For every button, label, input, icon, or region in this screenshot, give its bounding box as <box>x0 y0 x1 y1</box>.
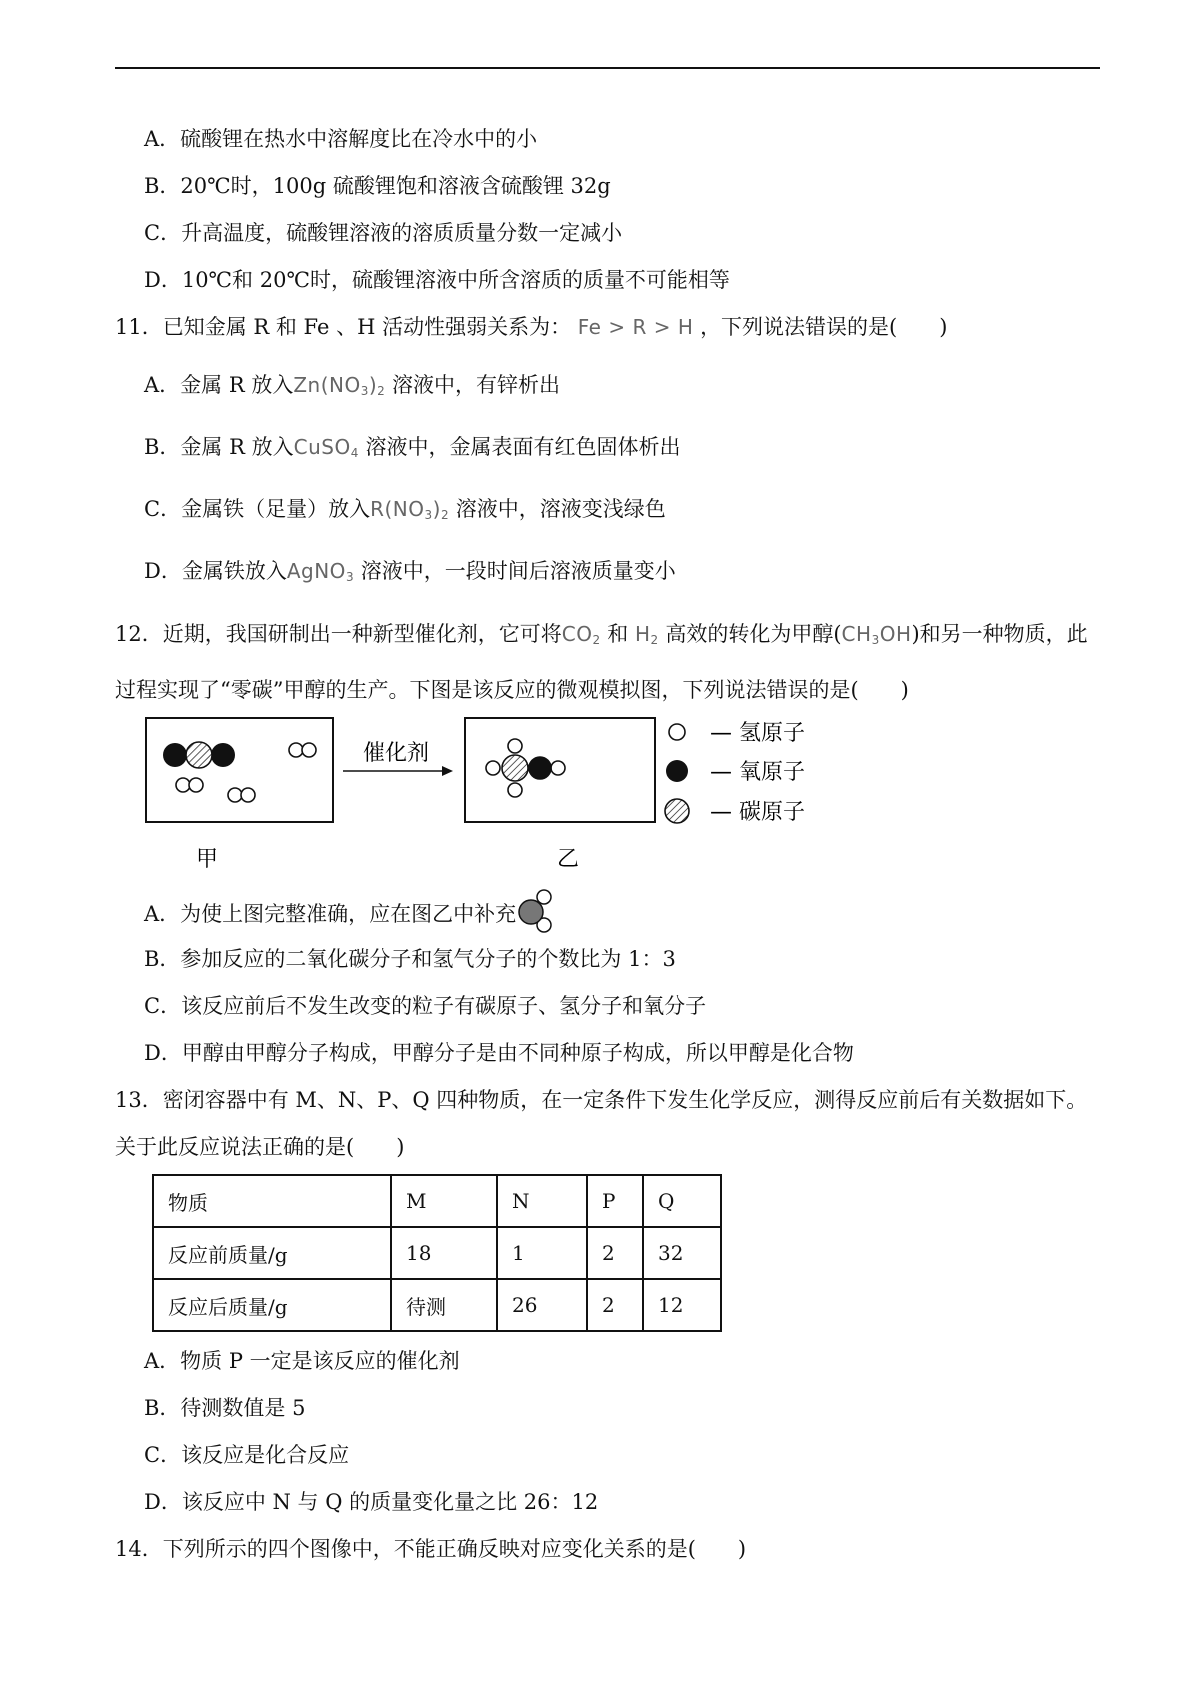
formula-agno3: AgNO$_3$ <box>286 559 355 584</box>
q11-option-d: D．金属铁放入AgNO$_3$ 溶液中，一段时间后溶液质量变小 <box>144 559 676 584</box>
q13-stem-line1: 13．密闭容器中有 M、N、P、Q 四种物质，在一定条件下发生化学反应，测得反应前后有关数据如下。 <box>115 1088 1088 1112</box>
table-cell: 物质 <box>153 1175 391 1227</box>
table-cell: 18 <box>391 1227 497 1279</box>
table-cell: 2 <box>587 1227 643 1279</box>
hydrogen-legend-icon <box>669 724 685 740</box>
q10-option-c: C．升高温度，硫酸锂溶液的溶质质量分数一定减小 <box>144 221 623 245</box>
catalyst-label: 催化剂 <box>362 741 430 766</box>
header-rule <box>115 67 1100 69</box>
table-cell: 反应后质量/g <box>153 1279 391 1331</box>
formula-cuso4: CuSO$_4$ <box>293 435 359 460</box>
table-cell: M <box>391 1175 497 1227</box>
table-cell: 反应前质量/g <box>153 1227 391 1279</box>
q13-option-a: A．物质 P 一定是该反应的催化剂 <box>144 1349 460 1373</box>
formula-zn-no3-2: $Zn(NO_3)_2$ <box>293 373 386 398</box>
table-cell: 1 <box>497 1227 587 1279</box>
formula-ch3oh: $CH_3OH$ <box>841 622 912 647</box>
activity-relation: Fe > R > H <box>577 315 694 339</box>
q10-option-a: A．硫酸锂在热水中溶解度比在冷水中的小 <box>144 127 538 151</box>
q10-option-b: B．20℃时，100g 硫酸锂饱和溶液含硫酸锂 32g <box>144 174 611 198</box>
mass-data-table <box>152 1174 722 1332</box>
q12-option-b: B．参加反应的二氧化碳分子和氢气分子的个数比为 1：3 <box>144 947 676 971</box>
q12-option-c: C．该反应前后不发生改变的粒子有碳原子、氢分子和氧分子 <box>144 994 707 1018</box>
water-molecule-icon <box>516 889 556 933</box>
legend-hydrogen: — 氢原子 <box>710 721 805 746</box>
legend-carbon: — 碳原子 <box>710 800 805 825</box>
legend-oxygen: — 氧原子 <box>710 760 805 785</box>
formula-h2: $H_2$ <box>634 622 659 647</box>
q12-option-d: D．甲醇由甲醇分子构成，甲醇分子是由不同种原子构成，所以甲醇是化合物 <box>144 1041 854 1065</box>
q10-option-d: D．10℃和 20℃时，硫酸锂溶液中所含溶质的质量不可能相等 <box>144 268 730 292</box>
table-cell: 待测 <box>391 1279 497 1331</box>
table-cell: 26 <box>497 1279 587 1331</box>
left-caption: 甲 <box>195 847 219 872</box>
table-row <box>153 1227 721 1279</box>
q13-option-d: D．该反应中 N 与 Q 的质量变化量之比 26：12 <box>144 1490 599 1514</box>
h2-molecule <box>228 788 255 802</box>
q13-option-c: C．该反应是化合反应 <box>144 1443 350 1467</box>
formula-co2: $CO_2$ <box>561 622 601 647</box>
carbon-legend-icon <box>665 799 689 823</box>
q13-stem-line2: 关于此反应说法正确的是( ) <box>115 1135 405 1159</box>
q12-option-a: A．为使上图完整准确，应在图乙中补充 <box>144 889 556 933</box>
co2-molecule <box>163 742 235 768</box>
q11-option-b: B．金属 R 放入CuSO$_4$ 溶液中，金属表面有红色固体析出 <box>144 435 681 460</box>
right-caption: 乙 <box>556 847 580 872</box>
table-header-row <box>153 1175 721 1227</box>
q13-option-b: B．待测数值是 5 <box>144 1396 306 1420</box>
formula-r-no3-2: $R(NO_3)_2$ <box>370 497 450 522</box>
q11-option-a: A．金属 R 放入$Zn(NO_3)_2$ 溶液中，有锌析出 <box>144 373 560 398</box>
table-cell: Q <box>643 1175 721 1227</box>
q11-option-c: C．金属铁（足量）放入$R(NO_3)_2$ 溶液中，溶液变浅绿色 <box>144 497 666 522</box>
table-cell: 12 <box>643 1279 721 1331</box>
q14-stem: 14．下列所示的四个图像中，不能正确反映对应变化关系的是( ) <box>115 1537 747 1561</box>
h2-molecule <box>289 743 316 757</box>
arrow-head-icon <box>442 766 453 776</box>
q12-stem-line1: 12．近期，我国研制出一种新型催化剂，它可将$CO_2$ 和 $H_2$ 高效的转化为甲醇$(CH_3OH)$和另一种物质，此 <box>115 622 1088 647</box>
q11-stem: 11．已知金属 R 和 Fe 、H 活动性强弱关系为： Fe > R > H ，下列说法错误的是( ) <box>115 315 948 339</box>
table-cell: N <box>497 1175 587 1227</box>
left-box <box>146 718 333 822</box>
reaction-diagram <box>140 712 880 877</box>
h2-molecule <box>176 778 203 792</box>
table-cell: 2 <box>587 1279 643 1331</box>
oxygen-legend-icon <box>666 760 688 782</box>
q12-stem-line2: 过程实现了“零碳”甲醇的生产。下图是该反应的微观模拟图，下列说法错误的是( ) <box>115 678 909 702</box>
table-row <box>153 1279 721 1331</box>
table-cell: 32 <box>643 1227 721 1279</box>
table-cell: P <box>587 1175 643 1227</box>
methanol-molecule <box>486 739 565 797</box>
